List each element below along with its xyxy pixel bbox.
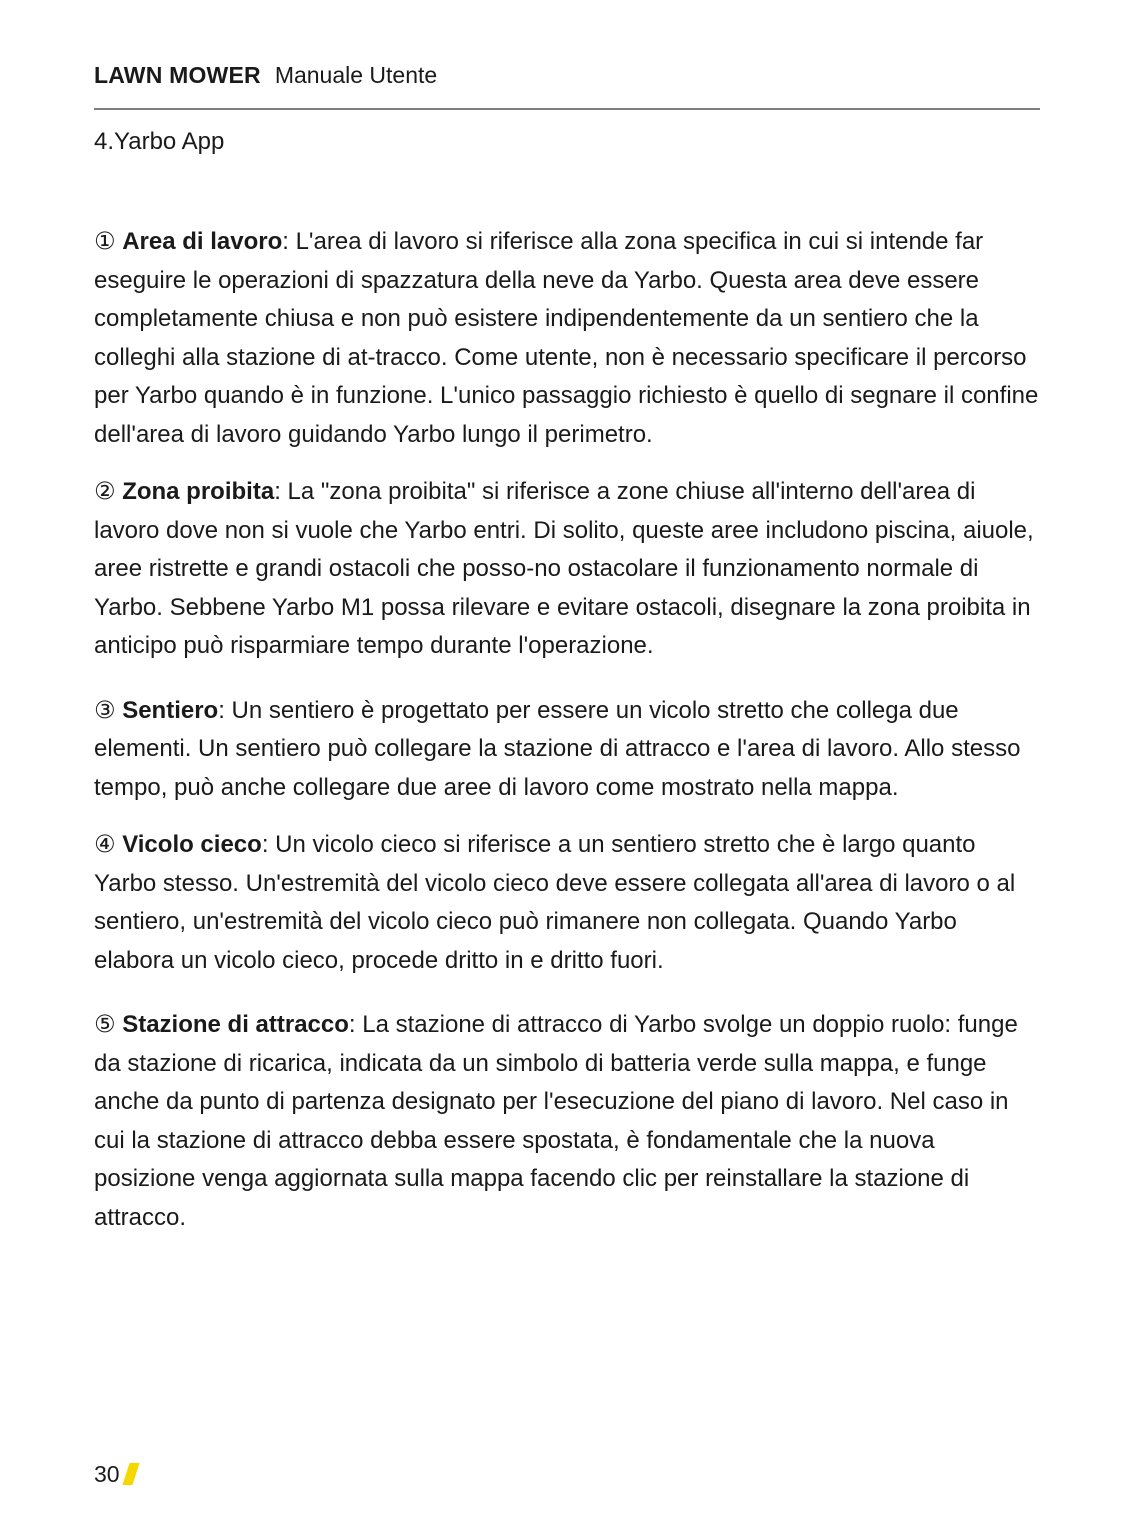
header-divider [94,108,1040,110]
circled-number-1-icon: ① [94,228,116,255]
definition-text: : Un vicolo cieco si riferisce a un sentiero stretto che è largo quanto Yarbo stesso. Un'estremità del vicolo cieco deve essere collegata all'area di lavoro o al sentiero, un'estremità del vicolo cieco può rimanere non collegata. Quando Yarbo elabora un vicolo cieco, procede dritto in e dritto fuori. [94,831,1016,974]
page-number: 30 [94,1460,120,1487]
definition-item-vicolo-cieco [94,826,1040,980]
section-title: 4.Yarbo App [94,128,225,155]
brand-name: LAWN MOWER [94,62,261,88]
yellow-slash-icon [122,1463,139,1485]
circled-number-2-icon: ② [94,478,116,505]
definition-text: : Un sentiero è progettato per essere un vicolo stretto che collega due elementi. Un sentiero può collegare la stazione di attracco e l'area di lavoro. Allo stesso tempo, può anche collegare due aree di lavoro come mostrato nella mappa. [94,696,1021,801]
definition-text: : La stazione di attracco di Yarbo svolge un doppio ruolo: funge da stazione di ricarica, indicata da un simbolo di batteria verde sulla mappa, e funge anche da punto di partenza designato per l'esecuzione del piano di lavoro. Nel caso in cui la stazione di attracco debba essere spostata, è fondamentale che la nuova posizione venga aggiornata sulla mappa facendo clic per reinstallare la stazione di attracco. [94,1011,1018,1231]
definition-text: : L'area di lavoro si riferisce alla zona specifica in cui si intende far eseguire le operazioni di spazzatura della neve da Yarbo. Questa area deve essere completamente chiusa e non può esistere indipendentemente da un sentiero che la colleghi alla stazione di at-tracco. Come utente, non è necessario specificare il percorso per Yarbo quando è in funzione. L'unico passaggio richiesto è quello di segnare il confine dell'area di lavoro guidando Yarbo lungo il perimetro. [94,228,1039,448]
definition-term: Area di lavoro [122,228,283,255]
document-title: Manuale Utente [274,62,438,88]
page-header [94,62,1040,94]
definition-term: Zona proibita [122,478,275,505]
circled-number-4-icon: ④ [94,831,116,858]
page-footer [94,1458,136,1490]
circled-number-5-icon: ⑤ [94,1011,116,1038]
definition-item-area-di-lavoro [94,223,1040,454]
definition-item-stazione-di-attracco [94,1006,1040,1237]
definition-term: Vicolo cieco [122,831,262,858]
definition-text: : La "zona proibita" si riferisce a zone chiuse all'interno dell'area di lavoro dove non si vuole che Yarbo entri. Di solito, queste aree includono piscina, aiuole, aree ristrette e grandi ostacoli che posso-no ostacolare il funzionamento normale di Yarbo. Sebbene Yarbo M1 possa rilevare e evitare ostacoli, disegnare la zona proibita in anticipo può risparmiare tempo durante l'operazione. [94,478,1034,659]
definition-term: Stazione di attracco [122,1011,349,1038]
definition-item-zona-proibita [94,473,1040,666]
definitions-list [94,223,1040,1237]
definition-item-sentiero [94,692,1040,808]
definition-term: Sentiero [122,696,219,724]
circled-number-3-icon: ③ [94,696,116,724]
